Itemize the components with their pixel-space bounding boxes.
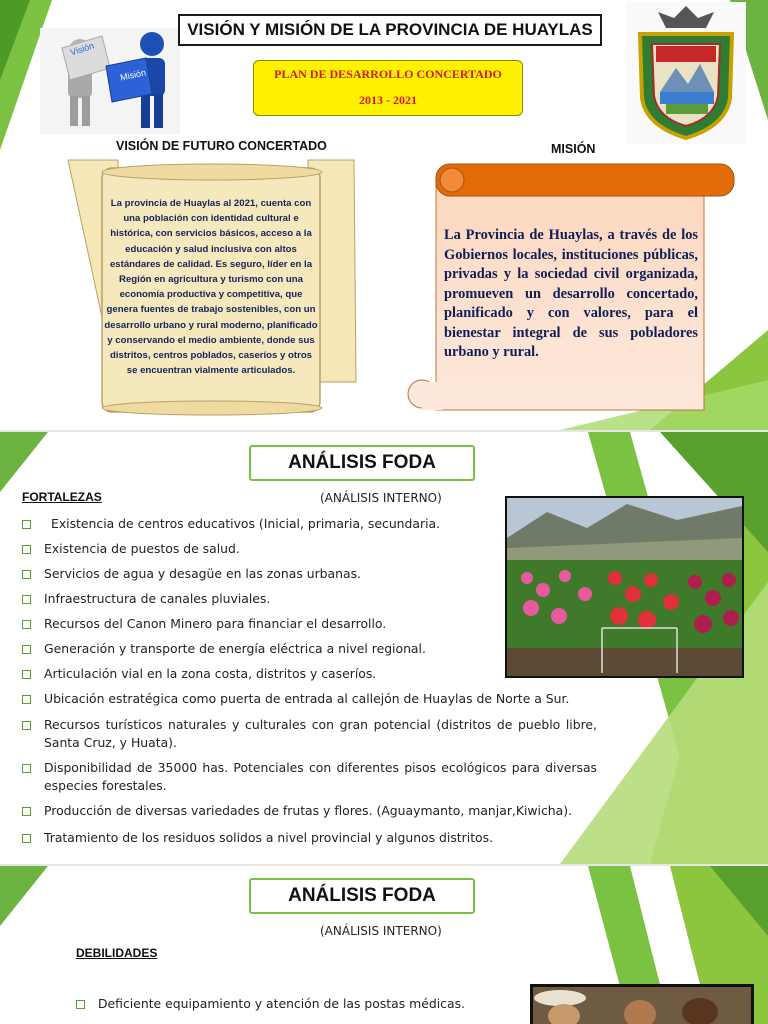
bullet-icon	[22, 807, 31, 816]
bullet-icon	[22, 645, 31, 654]
fortaleza-item	[22, 565, 597, 583]
children-photo	[530, 984, 754, 1024]
foda-heading: ANÁLISIS FODA	[249, 878, 475, 914]
fortaleza-item	[22, 615, 597, 633]
coat-of-arms-icon	[626, 2, 746, 144]
fortaleza-item-text: Servicios de agua y desagüe en las zonas urbanas.	[44, 566, 361, 581]
bullet-icon	[22, 595, 31, 604]
mision-text: La Provincia de Huaylas, a través de los Gobiernos locales, instituciones públicas, privadas y la sociedad civil organizada, promueven un desarrollo concertado, planificado y con valores, para el bienestar integral de sus pobladores urbano y rural.	[444, 227, 698, 360]
bullet-icon	[22, 764, 31, 773]
fortaleza-item-text: Existencia de centros educativos (Inicial, primaria, secundaria.	[51, 516, 441, 531]
bullet-icon	[22, 570, 31, 579]
fortalezas-heading: FORTALEZAS	[22, 490, 102, 504]
debilidad-item	[76, 995, 556, 1013]
puzzle-people-image	[40, 28, 180, 134]
fortaleza-item	[22, 802, 597, 820]
fortaleza-item-text: Recursos turísticos naturales y culturales con gran potencial (distritos de pueblo libre, Santa Cruz, y Huata).	[44, 717, 597, 750]
fortaleza-item-text: Generación y transporte de energía eléctrica a nivel regional.	[44, 641, 426, 656]
mision-heading: MISIÓN	[551, 142, 596, 156]
fortaleza-item	[22, 665, 597, 683]
plan-years: 2013 - 2021	[359, 93, 417, 107]
fortaleza-item	[22, 540, 597, 558]
plan-title: PLAN DE DESARROLLO CONCERTADO	[274, 67, 502, 81]
bullet-icon	[22, 520, 31, 529]
slide-debilidades	[0, 866, 768, 1024]
fortaleza-item-text: Existencia de puestos de salud.	[44, 541, 240, 556]
debilidad-item-text: Deficiente equipamiento y atención de las postas médicas.	[98, 996, 465, 1011]
interno-label: (ANÁLISIS INTERNO)	[320, 924, 442, 938]
interno-label: (ANÁLISIS INTERNO)	[320, 491, 442, 505]
green-band-left	[0, 866, 60, 1024]
fortaleza-item-text: Articulación vial en la zona costa, distritos y caseríos.	[44, 666, 377, 681]
page-title: VISIÓN Y MISIÓN DE LA PROVINCIA DE HUAYLAS	[178, 14, 602, 46]
fortaleza-item-text: Producción de diversas variedades de frutas y flores. (Aguaymanto, manjar,Kiwicha).	[44, 803, 573, 818]
foda-heading: ANÁLISIS FODA	[249, 445, 475, 481]
vision-text: La provincia de Huaylas al 2021, cuenta con una población con identidad cultural e histórica, con servicios básicos, acceso a la educación y salud inclusiva con altos estándares de calidad. Es seguro, líder en la Región en agricultura y turismo con una economía productiva y competitiva, que genera fuentes de trabajo sostenibles, con un desarrollo urbano y rural moderno, planificado y conservando el medio ambiente, donde sus distritos, centros poblados, caseríos y otros se encuentran vialmente articulados.	[104, 198, 318, 377]
fortaleza-item	[22, 716, 597, 751]
bullet-icon	[22, 620, 31, 629]
bullet-icon	[22, 670, 31, 679]
fortaleza-item	[22, 590, 597, 608]
fortaleza-item	[22, 690, 597, 708]
bullet-icon	[76, 1000, 85, 1009]
debilidades-heading: DEBILIDADES	[76, 946, 158, 960]
slide-fortalezas	[0, 432, 768, 864]
fortaleza-item-text: Infraestructura de canales pluviales.	[44, 591, 271, 606]
fortaleza-item-text: Disponibilidad de 35000 has. Potenciales con diferentes pisos ecológicos para diversas especies forestales.	[44, 760, 597, 793]
bullet-icon	[22, 545, 31, 554]
bullet-icon	[22, 834, 31, 843]
fortaleza-item	[22, 759, 597, 794]
plan-badge	[253, 60, 523, 116]
fortaleza-item	[22, 829, 597, 847]
fortaleza-item-text: Tratamiento de los residuos solidos a nivel provincial y algunos distritos.	[44, 830, 494, 845]
fortaleza-item-text: Ubicación estratégica como puerta de entrada al callejón de Huaylas de Norte a Sur.	[44, 691, 570, 706]
vision-heading: VISIÓN DE FUTURO CONCERTADO	[116, 139, 327, 153]
bullet-icon	[22, 695, 31, 704]
fortaleza-item-text: Recursos del Canon Minero para financiar el desarrollo.	[44, 616, 387, 631]
fortaleza-item	[22, 640, 597, 658]
bullet-icon	[22, 721, 31, 730]
puzzle-label-vision: Visión	[69, 40, 96, 58]
fortaleza-item	[22, 515, 597, 533]
slide-vision-mision	[0, 0, 768, 430]
puzzle-label-mision: Misión	[119, 67, 147, 83]
